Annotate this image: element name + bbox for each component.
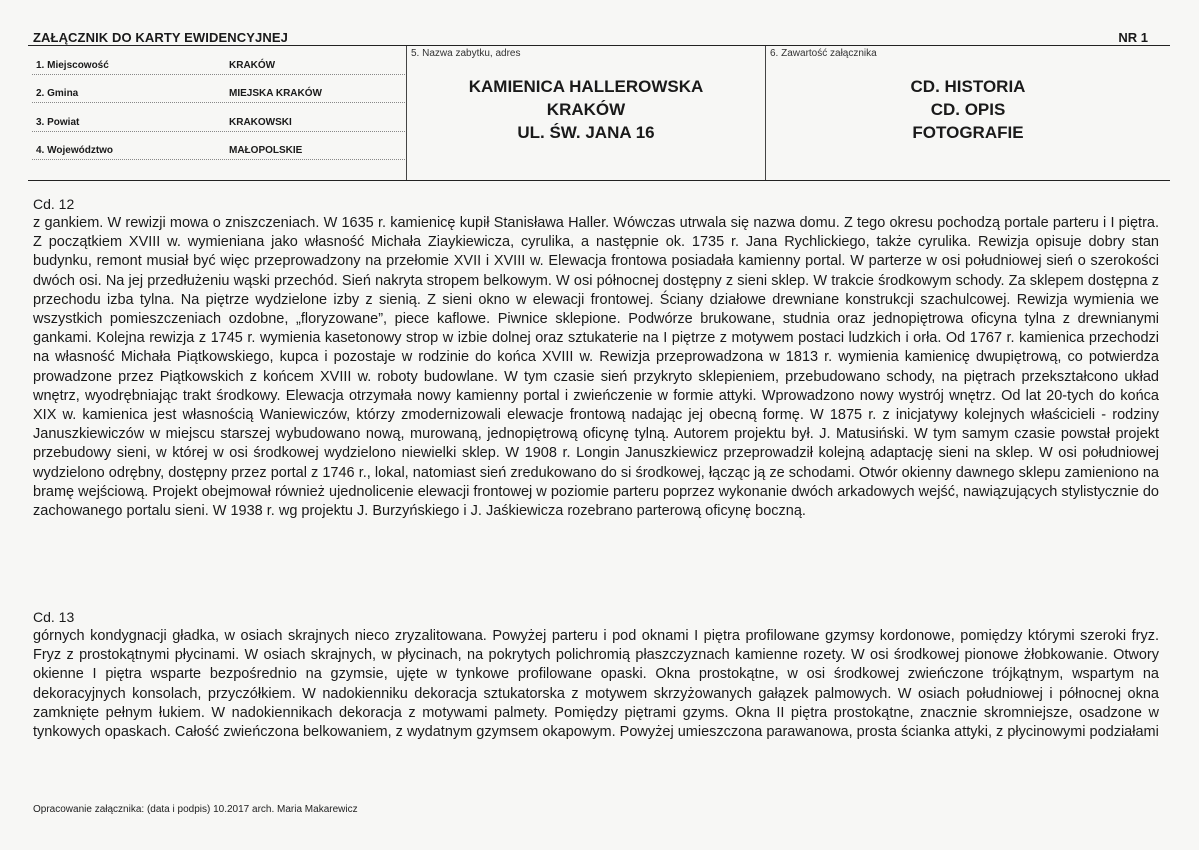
field-row-voivodeship [32, 137, 405, 160]
monument-name: KAMIENICA HALLEROWSKA [468, 77, 704, 96]
field-row-county [32, 109, 405, 132]
field-value: KRAKÓW [229, 60, 276, 71]
header-rule-top [28, 45, 1170, 46]
document-title: ZAŁĄCZNIK DO KARTY EWIDENCYJNEJ [33, 30, 288, 45]
monument-caption: 5. Nazwa zabytku, adres [411, 48, 521, 59]
field-row-commune [32, 80, 405, 103]
monument-name-block [407, 75, 765, 144]
field-value: KRAKOWSKI [229, 117, 292, 128]
monument-city: KRAKÓW [546, 100, 626, 119]
contents-line-history: CD. HISTORIA [910, 77, 1026, 96]
section-text-cd12: z gankiem. W rewizji mowa o zniszczeniach. W 1635 r. kamienicę kupił Stanisława Haller. Wówczas utrwala się nazwa domu. Z tego okresu pochodzą portale parteru i I piętra. Z początkiem XVIII w. wymieniana jako własność Michała Ziaykiewicza, cyrulika, a następnie ok. 1735 r. Jana Rychlickiego, także cyrulika. Rewizja opisuje dobry stan budynku, remont musiał być więc przeprowadzony na przełomie XVII i XVIII w. Elewacja frontowa posiadała kamienny portal. W parterze w osi południowej sień o szerokości dwóch osi. Na jej przedłużeniu wąski przechód. Sień nakryta stropem belkowym. W osi północnej dostępny z sieni sklep. W trakcie środkowym schody. Za sklepem dostępna z przechodu izba tylna. Na piętrze wydzielone izby z sienią. Z sieni okno w elewacji frontowej. Ściany działowe drewniane konstrukcji szachulcowej. Rewizja wymienia we wszystkich pomieszczeniach ozdobne, „floryzowane”, piece kaflowe. Piwnice sklepione. Podwórze brukowane, studnia oraz jednopiętrowa oficyna tylna z drewnianymi gankami. Kolejna rewizja z 1745 r. wymienia kasetonowy strop w izbie dolnej oraz sztukaterie na I piętrze z motywem postaci ludzkich i orła. Od 1767 r. kamienica przechodzi na własność Michała Piątkowskiego, kupca i pozostaje w rodzinie do końca XVIII w. Rewizja przeprowadzona w 1813 r. wymienia kamienicę dwupiętrową, co potwierdza prowadzone przez Piątkowskich z końcem XVIII w. roboty budowlane. W tym czasie sień przykryto sklepieniem, przebudowano schody, na piętrach przekształcono układ wnętrz, wyodrębniając trakt środkowy. Elewacja otrzymała nowy kamienny portal i zwieńczenie w formie attyki. Wprowadzono nowy wystrój wnętrz. Od lat 20-tych do końca XIX w. kamienica jest własnością Waniewiczów, którzy zmodernizowali elewacje frontową nadając jej obecną formę. W 1875 r. z inicjatywy kolejnych właścicieli - rodziny Januszkiewiczów w miejscu starszej wybudowano nową, murowaną, jednopiętrową oficynę tylną. Autorem projektu był. J. Matusiński. W tym samym czasie powstał projekt przebudowy sieni, w której w osi środkowej wydzielono niewielki sklep. W 1908 r. Longin Januszkiewicz przeprowadził kolejną adaptację sieni na sklep. W osi południowej wydzielono odrębny, dostępny przez portal z 1746 r., lokal, natomiast sień zredukowano do si środkowej, łącząc ją ze schodami. Otwór okienny dawnego sklepu zamieniono na bramę wejściową. Projekt obejmował również ujednolicenie elewacji frontowej w poziomie parteru poprzez wykonanie dwóch arkadowych wejść, nawiązujących stylistycznie do zachowanego portalu sieni. W 1938 r. wg projektu J. Burzyńskiego i J. Jaśkiewicza rozebrano parterową oficynę boczną. [33, 215, 1159, 520]
section-text-cd13: górnych kondygnacji gładka, w osiach skrajnych nieco zryzalitowana. Powyżej parteru i pod oknami I piętra profilowane gzymsy kordonowe, pomiędzy którymi szeroki fryz. Fryz z prostokątnymi płycinami. W osiach skrajnych, w płycinach, na pokrytych polichromią płaszczyznach kamienne rozety. W osi środkowej pionowe żłobkowanie. Otwory okienne I piętra wsparte bezpośrednio na gzymsie, ujęte w tynkowe profilowane opaski. Okna prostokątne, w osi środkowej zwieńczone trójkątnym, wspartym na dekoracyjnych konsolach, przyczółkiem. W nadokienniku dekoracja sztukatorska z motywem skrzyżowanych gałązek palmowych. W osiach południowej i północnej okna zamknięte pełnym łukiem. W nadokiennikach dekoracja z motywami palmety. Pomiędzy piętrami gzyms. Okna II piętra prostokątne, znacznie skromniejsze, osadzone w tynkowych opaskach. Całość zwieńczona belkowaniem, z wydatnym gzymsem okapowym. Powyżej umieszczona parawanowa, prosta ścianka attyki, z płycinowymi podziałami [33, 628, 1159, 741]
contents-line-photos: FOTOGRAFIE [912, 123, 1024, 142]
field-label: 2. Gmina [36, 88, 79, 99]
contents-line-description: CD. OPIS [930, 100, 1006, 119]
section-label-cd13: Cd. 13 [33, 609, 75, 625]
footer-author-note: Opracowanie załącznika: (data i podpis) 10.2017 arch. Maria Makarewicz [33, 804, 358, 815]
field-row-locality [32, 52, 405, 75]
header-rule-bottom [28, 180, 1170, 181]
field-label: 1. Miejscowość [36, 60, 109, 71]
contents-block [766, 75, 1170, 144]
field-value: MAŁOPOLSKIE [229, 145, 303, 156]
field-label: 4. Województwo [36, 145, 114, 156]
contents-caption: 6. Zawartość załącznika [770, 48, 877, 59]
section-label-cd12: Cd. 12 [33, 196, 75, 212]
field-label: 3. Powiat [36, 117, 80, 128]
field-value: MIEJSKA KRAKÓW [229, 88, 322, 99]
document-number: NR 1 [1118, 30, 1148, 45]
monument-address: UL. ŚW. JANA 16 [517, 123, 655, 142]
